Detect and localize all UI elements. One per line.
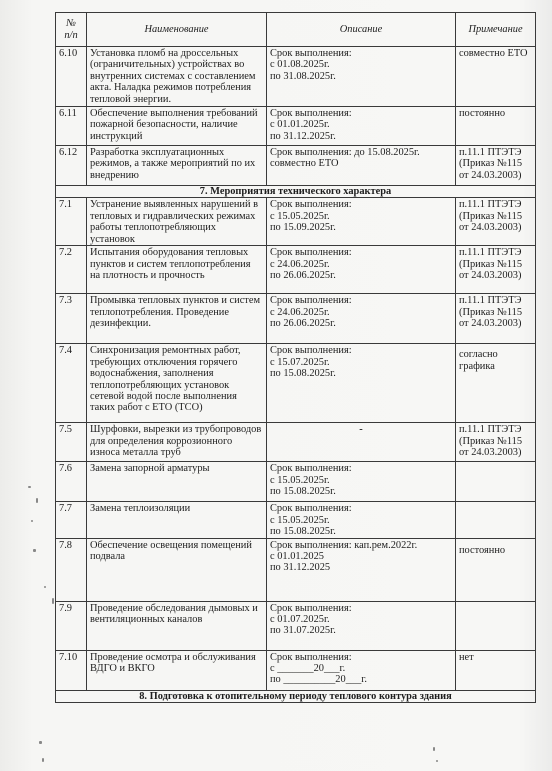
scan-speck <box>31 520 33 522</box>
row-num: 7.8 <box>56 538 87 601</box>
row-note <box>456 601 536 650</box>
table-row <box>56 198 536 246</box>
row-note: постоянно <box>456 107 536 146</box>
row-num: 7.7 <box>56 502 87 538</box>
row-name: Проведение обследования дымовых и вентиляционных каналов <box>87 601 267 650</box>
row-description: Срок выполнения: с _______20___г. по __________20___г. <box>267 650 456 690</box>
row-num: 7.9 <box>56 601 87 650</box>
table-row <box>56 538 536 601</box>
row-description: Срок выполнения: кап.рем.2022г. с 01.01.2025 по 31.12.2025 <box>267 538 456 601</box>
row-description: Срок выполнения: с 15.05.2025г. по 15.08.2025г. <box>267 502 456 538</box>
table-row <box>56 423 536 462</box>
row-num: 7.10 <box>56 650 87 690</box>
table-row <box>56 146 536 186</box>
table-row <box>56 294 536 344</box>
row-num: 6.12 <box>56 146 87 186</box>
row-num: 7.4 <box>56 344 87 423</box>
row-note: согласно графика <box>456 344 536 423</box>
table-row <box>56 462 536 502</box>
row-note: нет <box>456 650 536 690</box>
row-name: Испытания оборудования тепловых пунктов и систем теплопотребления на плотность и прочность <box>87 246 267 294</box>
table-row <box>56 601 536 650</box>
header-row <box>56 13 536 47</box>
row-note <box>456 502 536 538</box>
row-note: п.11.1 ПТЭТЭ (Приказ №115 от 24.03.2003) <box>456 294 536 344</box>
table-row <box>56 502 536 538</box>
header-description: Описание <box>267 13 456 47</box>
table-row <box>56 47 536 107</box>
table-row <box>56 107 536 146</box>
row-name: Устранение выявленных нарушений в тепловых и гидравлических режимах работы теплопотребляющих установок <box>87 198 267 246</box>
table-row <box>56 650 536 690</box>
row-name: Замена теплоизоляции <box>87 502 267 538</box>
row-name: Разработка эксплуатационных режимов, а также мероприятий по их внедрению <box>87 146 267 186</box>
row-note: п.11.1 ПТЭТЭ (Приказ №115 от 24.03.2003) <box>456 198 536 246</box>
scan-speck <box>36 498 38 503</box>
row-name: Проведение осмотра и обслуживания ВДГО и ВКГО <box>87 650 267 690</box>
row-description: - <box>267 423 456 462</box>
row-name: Обеспечение освещения помещений подвала <box>87 538 267 601</box>
section-7-title: 7. Мероприятия технического характера <box>56 186 536 198</box>
row-note <box>456 462 536 502</box>
scan-speck <box>52 598 54 604</box>
row-note: п.11.1 ПТЭТЭ (Приказ №115 от 24.03.2003) <box>456 246 536 294</box>
scan-speck <box>44 586 46 588</box>
row-num: 7.5 <box>56 423 87 462</box>
row-name: Шурфовки, вырезки из трубопроводов для определения коррозионного износа металла труб <box>87 423 267 462</box>
row-description: Срок выполнения: с 15.05.2025г. по 15.09.2025г. <box>267 198 456 246</box>
row-num: 7.3 <box>56 294 87 344</box>
scan-speck <box>39 741 42 744</box>
section-heading-8 <box>56 690 536 702</box>
measures-table <box>55 12 536 703</box>
row-description: Срок выполнения: до 15.08.2025г. совместно ЕТО <box>267 146 456 186</box>
table-row <box>56 344 536 423</box>
row-num: 6.10 <box>56 47 87 107</box>
row-note: п.11.1 ПТЭТЭ (Приказ №115 от 24.03.2003) <box>456 146 536 186</box>
scan-speck <box>33 549 36 552</box>
row-num: 7.2 <box>56 246 87 294</box>
row-name: Синхронизация ремонтных работ, требующих отключения горячего водоснабжения, заполнения теплопотребляющих установок сетевой водой после выполнения таких работ с ЕТО (ТСО) <box>87 344 267 423</box>
header-name: Наименование <box>87 13 267 47</box>
row-name: Обеспечение выполнения требований пожарной безопасности, наличие инструкций <box>87 107 267 146</box>
scan-speck <box>42 758 44 762</box>
row-description: Срок выполнения: с 24.06.2025г. по 26.06.2025г. <box>267 294 456 344</box>
row-num: 7.1 <box>56 198 87 246</box>
header-num: № п/п <box>56 13 87 47</box>
row-note: совместно ЕТО <box>456 47 536 107</box>
row-name: Промывка тепловых пунктов и систем теплопотребления. Проведение дезинфекции. <box>87 294 267 344</box>
row-description: Срок выполнения: с 15.05.2025г. по 15.08.2025г. <box>267 462 456 502</box>
row-description: Срок выполнения: с 24.06.2025г. по 26.06.2025г. <box>267 246 456 294</box>
scan-speck <box>433 747 435 751</box>
row-num: 7.6 <box>56 462 87 502</box>
table-row <box>56 246 536 294</box>
row-note: постоянно <box>456 538 536 601</box>
row-num: 6.11 <box>56 107 87 146</box>
section-8-title: 8. Подготовка к отопительному периоду теплового контура здания <box>56 690 536 702</box>
row-description: Срок выполнения: с 15.07.2025г. по 15.08.2025г. <box>267 344 456 423</box>
row-description: Срок выполнения: с 01.07.2025г. по 31.07.2025г. <box>267 601 456 650</box>
row-note: п.11.1 ПТЭТЭ (Приказ №115 от 24.03.2003) <box>456 423 536 462</box>
scan-speck <box>28 486 31 488</box>
header-note: Примечание <box>456 13 536 47</box>
row-name: Установка пломб на дроссельных (ограничительных) устройствах во внутренних системах с составлением акта. Наладка режимов потребления тепловой энергии. <box>87 47 267 107</box>
row-name: Замена запорной арматуры <box>87 462 267 502</box>
row-description: Срок выполнения: с 01.08.2025г. по 31.08.2025г. <box>267 47 456 107</box>
scan-speck <box>436 760 438 762</box>
row-description: Срок выполнения: с 01.01.2025г. по 31.12.2025г. <box>267 107 456 146</box>
section-heading-7 <box>56 186 536 198</box>
